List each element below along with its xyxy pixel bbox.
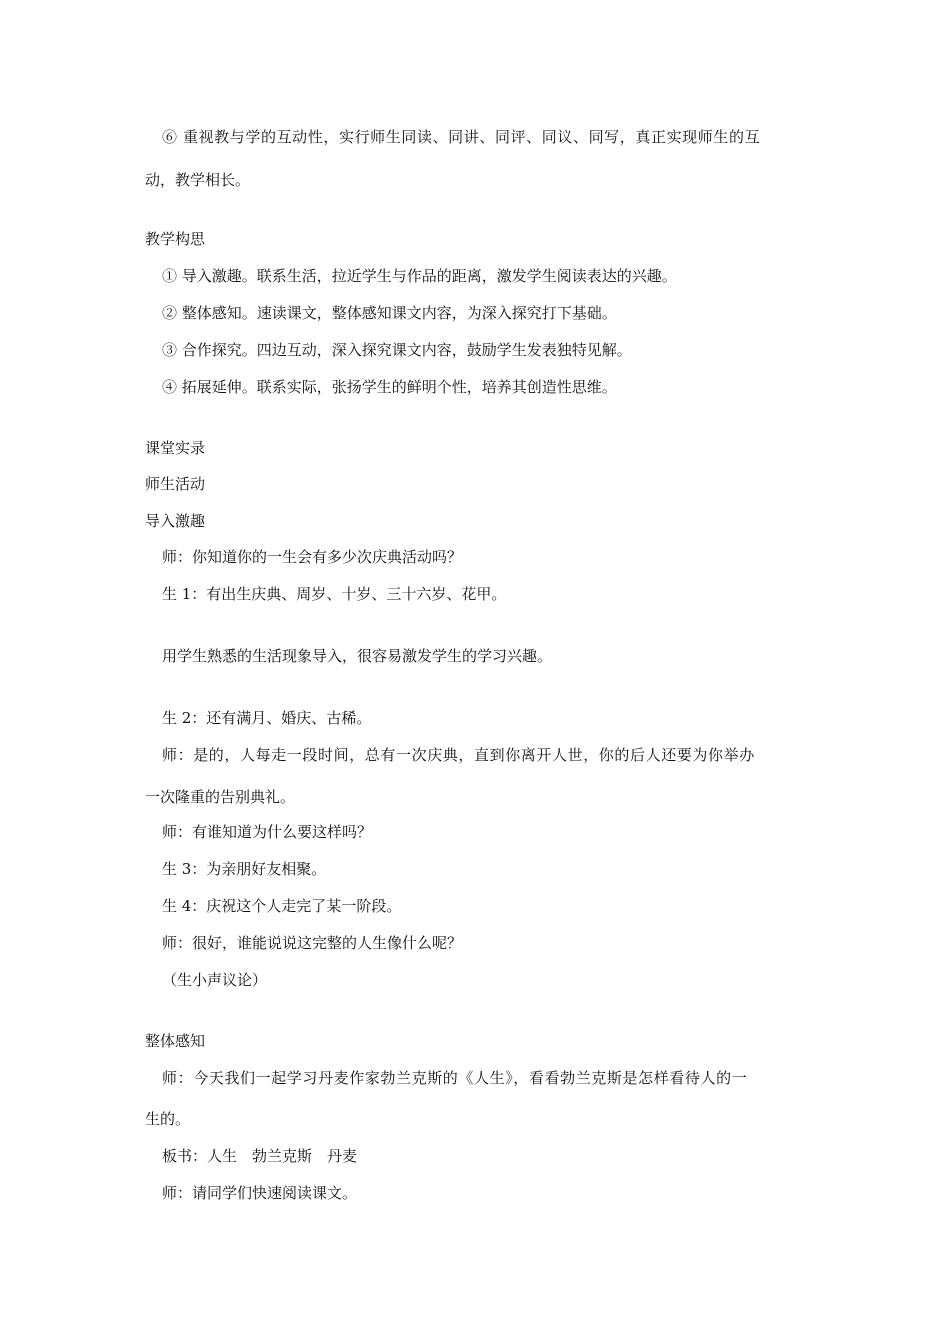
teaching-note: 用学生熟悉的生活现象导入，很容易激发学生的学习兴趣。 <box>162 647 553 665</box>
dialogue-line: 师：请同学们快速阅读课文。 <box>162 1184 358 1202</box>
dialogue-line: 师：很好，谁能说说这完整的人生像什么呢？ <box>162 934 463 952</box>
stage-direction: （生小声议论） <box>162 971 268 989</box>
section-heading-design: 教学构思 <box>145 230 206 248</box>
design-item-3: ③ 合作探究。四边互动，深入探究课文内容，鼓励学生发表独特见解。 <box>162 341 632 359</box>
section-title-overview: 整体感知 <box>145 1032 206 1050</box>
dialogue-line: 生 4：庆祝这个人走完了某一阶段。 <box>162 897 402 915</box>
blackboard-line: 板书：人生 勃兰克斯 丹麦 <box>162 1147 358 1165</box>
design-item-2: ② 整体感知。速读课文，整体感知课文内容，为深入探究打下基础。 <box>162 304 617 322</box>
dialogue-line-continued: 生的。 <box>145 1110 191 1128</box>
dialogue-line: 生 1：有出生庆典、周岁、十岁、三十六岁、花甲。 <box>162 585 507 603</box>
design-item-4: ④ 拓展延伸。联系实际，张扬学生的鲜明个性，培养其创造性思维。 <box>162 378 617 396</box>
dialogue-line: 师：是的，人每走一段时间，总有一次庆典，直到你离开人世，你的后人还要为你举办 <box>162 746 755 764</box>
dialogue-line: 师：有谁知道为什么要这样吗？ <box>162 823 373 841</box>
section-heading-record: 课堂实录 <box>145 439 206 457</box>
dialogue-line: 生 2：还有满月、婚庆、古稀。 <box>162 709 372 727</box>
section-title-intro: 导入激趣 <box>145 512 206 530</box>
principle-6-line-1: ⑥ 重视教与学的互动性，实行师生同读、同讲、同评、同议、同写，真正实现师生的互 <box>162 128 761 146</box>
dialogue-line: 生 3：为亲朋好友相聚。 <box>162 860 327 878</box>
subheading-activities: 师生活动 <box>145 475 206 493</box>
design-item-1: ① 导入激趣。联系生活，拉近学生与作品的距离，激发学生阅读表达的兴趣。 <box>162 267 677 285</box>
principle-6-line-2: 动，教学相长。 <box>145 171 251 189</box>
dialogue-line: 师：你知道你的一生会有多少次庆典活动吗？ <box>162 548 463 566</box>
dialogue-line-continued: 一次隆重的告别典礼。 <box>145 788 296 806</box>
dialogue-line: 师：今天我们一起学习丹麦作家勃兰克斯的《人生》，看看勃兰克斯是怎样看待人的一 <box>162 1069 748 1087</box>
